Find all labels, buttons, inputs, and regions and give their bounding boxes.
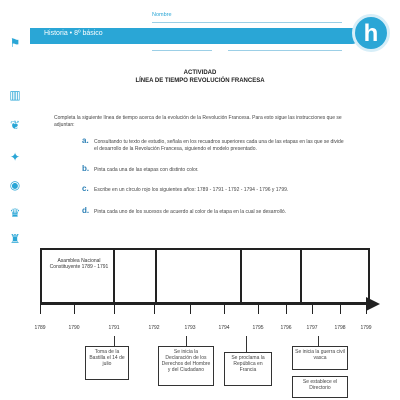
timeline-divider [113, 248, 115, 304]
step-text-a: Consultando tu texto de estudio, señala en los recuadros superiores cada una de las etapas en las que se divide el desarrollo de la Revolución Francesa, siguiendo el modelo presentado. [94, 139, 344, 152]
activity-subtitle: LÍNEA DE TIEMPO REVOLUCIÓN FRANCESA [135, 78, 265, 84]
era-label-first: Asamblea Nacional Constituyente 1789 - 1791 [49, 258, 109, 270]
event-box: Se proclama la República en Francia [224, 352, 272, 386]
year-label: 1792 [148, 325, 160, 331]
year-tick [190, 304, 191, 314]
year-tick [154, 304, 155, 314]
timeline-frame [40, 248, 370, 304]
name-label: Nombre [152, 12, 172, 18]
event-connector [114, 336, 115, 346]
event-box: Se inicia la guerra civil vasca [292, 346, 348, 370]
event-box: Se establece el Directorio [292, 376, 348, 398]
step-letter-a: a. [82, 136, 89, 145]
step-letter-c: c. [82, 184, 89, 193]
logo [352, 14, 390, 52]
year-label: 1794 [218, 325, 230, 331]
year-label: 1790 [68, 325, 80, 331]
name-field[interactable] [152, 22, 342, 23]
left-sidebar [0, 0, 30, 400]
event-connector [318, 336, 319, 346]
year-label: 1793 [184, 325, 196, 331]
tower-icon: ♜ [9, 232, 21, 246]
year-label: 1796 [280, 325, 292, 331]
course-label: curso [152, 40, 166, 46]
year-label: 1799 [360, 325, 372, 331]
globe-icon: ◉ [9, 178, 21, 192]
year-tick [258, 304, 259, 314]
year-tick [224, 304, 225, 314]
step-text-d: Pinta cada uno de los sucesos de acuerdo al color de la etapa en la cual se desarrolló. [94, 209, 287, 215]
step-text-c: Escribe en un círculo rojo los siguientes años: 1789 - 1791 - 1792 - 1794 - 1796 y 1799. [94, 187, 289, 193]
year-tick [340, 304, 341, 314]
timeline-divider [300, 248, 302, 304]
date-field[interactable] [228, 50, 342, 51]
timeline-divider [240, 248, 242, 304]
event-connector [186, 336, 187, 346]
year-tick [74, 304, 75, 314]
year-label: 1795 [252, 325, 264, 331]
event-box: Toma de la Bastilla el 14 de julio [85, 346, 129, 380]
event-connector [246, 336, 247, 352]
timeline-divider [155, 248, 157, 304]
intro-text: Completa la siguiente línea de tiempo acerca de la evolución de la Revolución Francesa. Para esto sigue las instrucciones que se adjuntan: [54, 115, 342, 128]
crown-icon: ♛ [9, 206, 21, 220]
column-icon: ▥ [9, 88, 21, 102]
year-label: 1791 [108, 325, 120, 331]
year-tick [114, 304, 115, 314]
breadcrumb: Historia • 8º básico [44, 30, 103, 37]
logo-letter: h [363, 20, 379, 47]
star-icon: ✦ [9, 150, 21, 164]
axis-arrow [366, 297, 380, 311]
timeline-axis [40, 303, 370, 305]
year-label: 1789 [34, 325, 46, 331]
year-tick [286, 304, 287, 314]
step-letter-d: d. [82, 206, 90, 215]
year-tick [312, 304, 313, 314]
scroll-icon: ❦ [9, 118, 21, 132]
year-tick [366, 304, 367, 314]
step-letter-b: b. [82, 164, 90, 173]
year-label: 1798 [334, 325, 346, 331]
date-label: fecha [212, 40, 226, 46]
year-label: 1797 [306, 325, 318, 331]
course-field[interactable] [152, 50, 212, 51]
activity-title: ACTIVIDAD [183, 70, 217, 76]
event-box: Se inicia la Declaración de los Derechos del Hombre y del Ciudadano [158, 346, 214, 386]
flag-icon: ⚑ [9, 36, 21, 50]
year-tick [40, 304, 41, 314]
step-text-b: Pinta cada una de las etapas con distinto color. [94, 167, 199, 173]
